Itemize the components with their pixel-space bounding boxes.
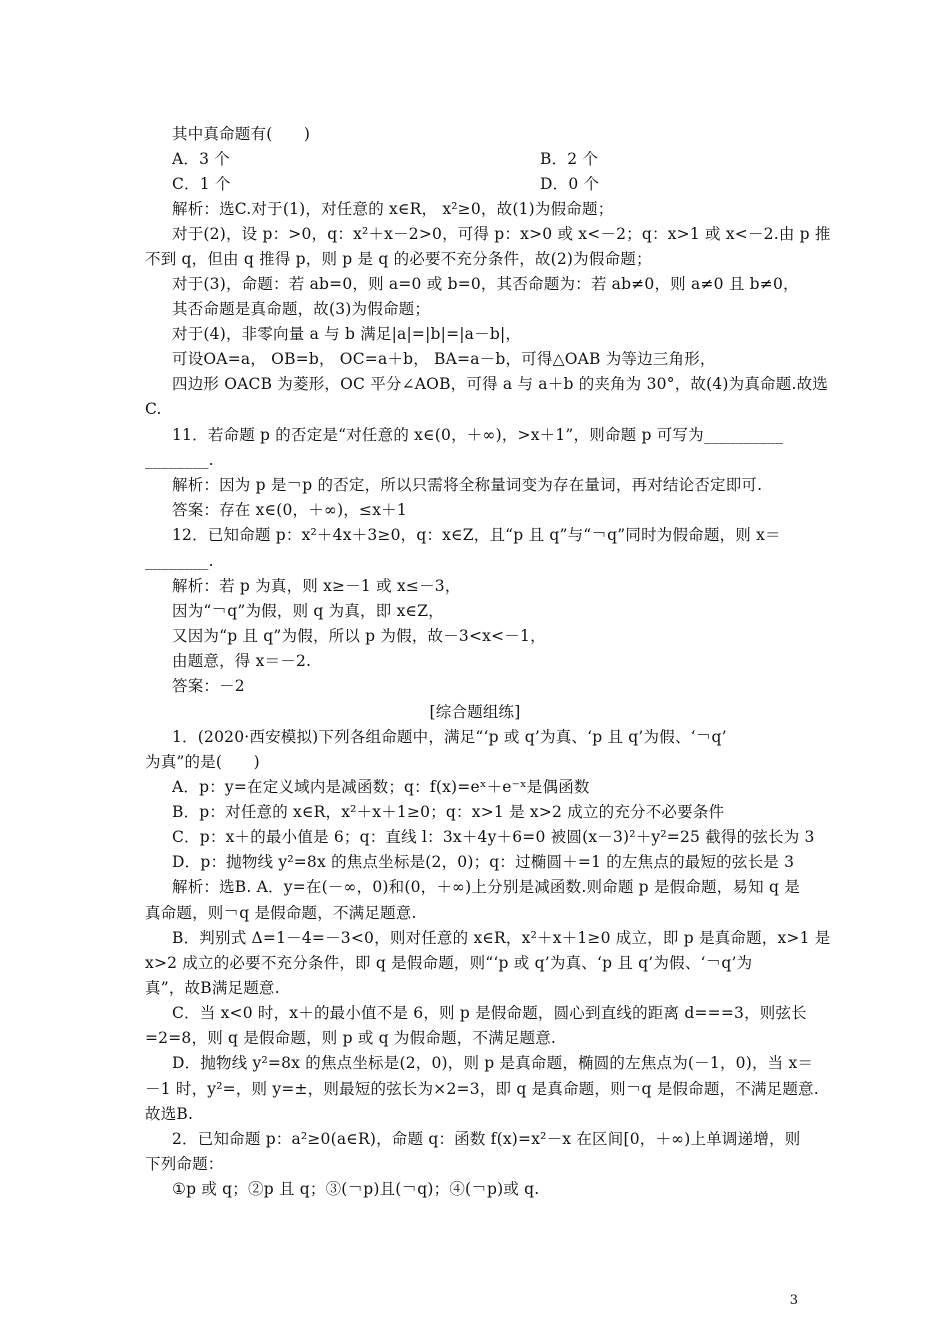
option-b: B．p：对任意的 x∈R，x²＋x＋1≥0；q：x>1 是 x>2 成立的充分不必要条件	[172, 803, 725, 821]
text-line: 又因为“p 且 q”为假，所以 p 为假，故－3<x<－1，	[172, 627, 546, 645]
option-a: A．3 个	[172, 150, 230, 168]
question-2: 2．已知命题 p：a²≥0(a∈R)，命题 q：函数 f(x)=x²－x 在区间[0，＋∞)上单调递增，则	[172, 1130, 801, 1148]
text-line: B．判别式 Δ=1－4=－3<0，则对任意的 x∈R，x²＋x＋1≥0 成立，即 p 是真命题，x>1 是	[172, 929, 831, 947]
option-c: C．1 个	[172, 175, 231, 193]
text-line: =2=8，则 q 是假命题，则 p 或 q 为假命题，不满足题意.	[145, 1029, 557, 1047]
text-line: 对于(4)，非零向量 a 与 b 满足|a|=|b|=|a－b|，	[172, 325, 522, 343]
text-line: 真命题，则￢q 是假命题，不满足题意.	[145, 904, 417, 922]
option-a: A．p：y=在定义域内是减函数；q：f(x)=eˣ＋e⁻ˣ是偶函数	[172, 778, 590, 796]
text-line: 对于(2)，设 p：>0，q：x²＋x－2>0，可得 p：x>0 或 x<－2；q：x>1 或 x<－2.由 p 推	[172, 225, 831, 243]
text-line: 四边形 OACB 为菱形，OC 平分∠AOB，可得 a 与 a＋b 的夹角为 30°，故(4)为真命题.故选	[172, 375, 828, 393]
option-d: D．p：抛物线 y²=8x 的焦点坐标是(2，0)；q：过椭圆＋=1 的左焦点的最短的弦长是 3	[172, 853, 795, 871]
text-line: 故选B.	[145, 1105, 194, 1123]
question-stem: 其中真命题有( )	[172, 125, 311, 143]
text-line: －1 时，y²=，则 y=±，则最短的弦长为×2=3，即 q 是真命题，则￢q 是假命题，不满足题意.	[145, 1080, 819, 1098]
text-line: 真”，故B满足题意.	[145, 979, 280, 997]
answer-line: 答案：－2	[172, 677, 245, 695]
text-line: 为真”的是( )	[145, 753, 260, 771]
section-heading: [综合题组练]	[429, 703, 521, 721]
text-line: C．当 x<0 时，x＋的最小值不是 6，则 p 是假命题，圆心到直线的距离 d===3，则弦长	[172, 1004, 807, 1022]
text-line: 由题意，得 x＝－2.	[172, 652, 312, 670]
text-line: 其否命题是真命题，故(3)为假命题；	[172, 300, 431, 318]
text-line: ①p 或 q；②p 且 q；③(￢p)且(￢q)；④(￢p)或 q.	[172, 1180, 540, 1198]
text-line: 解析：因为 p 是￢p 的否定，所以只需将全称量词变为存在量词，再对结论否定即可.	[172, 476, 763, 494]
text-line: 可设OA=a， OB=b， OC=a＋b， BA=a－b，可得△OAB 为等边三角形，	[172, 350, 716, 368]
option-c: C．p：x＋的最小值是 6；q：直线 l：3x＋4y＋6=0 被圆(x－3)²＋y²=25 截得的弦长为 3	[172, 828, 815, 846]
text-line: 下列命题：	[145, 1155, 224, 1173]
text-line: x>2 成立的必要不充分条件，即 q 是假命题，则“‘p 或 q’为真、‘p 且 q’为假、‘￢q’为	[145, 954, 753, 972]
text-line: 因为“￢q”为假，则 q 为真，即 x∈Z，	[172, 602, 444, 620]
answer-blank: ________.	[145, 451, 214, 469]
option-b: B．2 个	[540, 150, 599, 168]
text-line: 不到 q，但由 q 推得 p，则 p 是 q 的必要不充分条件，故(2)为假命题；	[145, 250, 652, 268]
option-d: D．0 个	[540, 175, 600, 193]
text-line: 解析：选C.对于(1)，对任意的 x∈R， x²≥0，故(1)为假命题；	[172, 200, 614, 218]
answer-line: 答案：存在 x∈(0，＋∞)，≤x＋1	[172, 501, 407, 519]
text-line: 对于(3)，命题：若 ab=0，则 a=0 或 b=0，其否命题为：若 ab≠0，则 a≠0 且 b≠0，	[172, 275, 799, 293]
text-line: C.	[145, 400, 162, 418]
question-11: 11．若命题 p 的否定是“对任意的 x∈(0，＋∞)，>x＋1”，则命题 p 可写为__________	[172, 426, 784, 444]
question-1: 1．(2020·西安模拟)下列各组命题中，满足“‘p 或 q’为真、‘p 且 q’为假、‘￢q’	[172, 728, 727, 746]
answer-blank: ________.	[145, 552, 214, 570]
text-line: 解析：若 p 为真，则 x≥－1 或 x≤－3，	[172, 577, 461, 595]
question-12: 12．已知命题 p：x²＋4x＋3≥0，q：x∈Z，且“p 且 q”与“￢q”同时为假命题，则 x＝	[172, 526, 781, 544]
text-line: D．抛物线 y²=8x 的焦点坐标是(2，0)，则 p 是真命题，椭圆的左焦点为(－1，0)，当 x＝	[172, 1054, 814, 1072]
text-line: 解析：选B. A．y=在(－∞，0)和(0，＋∞)上分别是减函数.则命题 p 是假命题，易知 q 是	[172, 878, 800, 896]
page-number: 3	[789, 1293, 798, 1308]
